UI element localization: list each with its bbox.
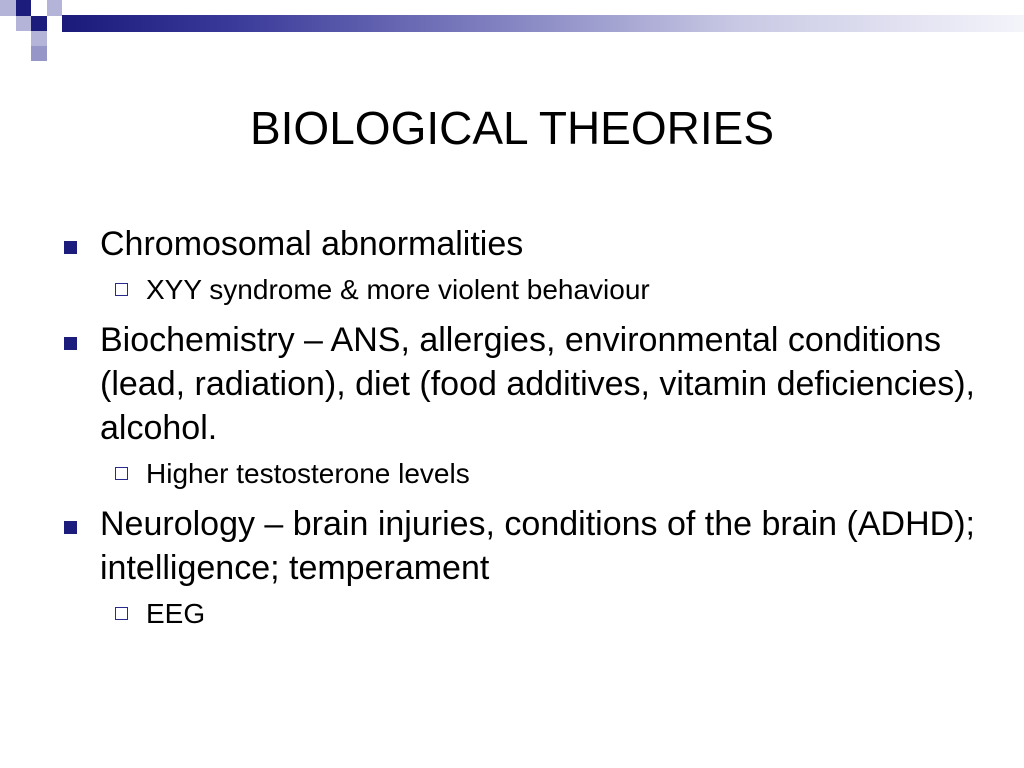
bullet-text: Chromosomal abnormalities — [100, 225, 524, 263]
hollow-square-bullet-icon — [115, 283, 128, 296]
deco-square — [31, 0, 47, 16]
deco-square — [16, 16, 31, 31]
bullet-item — [100, 222, 980, 310]
slide-title: BIOLOGICAL THEORIES — [249, 102, 775, 154]
bullet-text: Biochemistry – ANS, allergies, environmental conditions (lead, radiation), diet (food additives, vitamin deficiencies), alcohol. — [100, 321, 975, 447]
deco-square — [31, 31, 47, 46]
header-gradient-bar — [62, 15, 1024, 32]
hollow-square-bullet-icon — [115, 467, 128, 480]
deco-square — [31, 16, 47, 31]
deco-square — [31, 46, 47, 61]
sub-bullet-item — [146, 270, 980, 310]
deco-square — [0, 0, 16, 16]
sub-bullet-list — [100, 594, 980, 634]
sub-bullet-text: EEG — [146, 598, 206, 629]
bullet-list — [0, 222, 1024, 634]
bullet-text: Neurology – brain injuries, conditions of the brain (ADHD); intelligence; temperament — [100, 505, 975, 587]
sub-bullet-text: XYY syndrome & more violent behaviour — [146, 274, 650, 305]
deco-square — [47, 0, 62, 16]
checker-squares — [0, 0, 62, 62]
sub-bullet-text: Higher testosterone levels — [146, 458, 470, 489]
square-bullet-icon — [64, 337, 77, 350]
deco-square — [16, 31, 31, 46]
hollow-square-bullet-icon — [115, 607, 128, 620]
deco-square — [0, 16, 16, 31]
bullet-item — [100, 318, 980, 494]
sub-bullet-item — [146, 594, 980, 634]
sub-bullet-item — [146, 454, 980, 494]
sub-bullet-list — [100, 454, 980, 494]
square-bullet-icon — [64, 241, 77, 254]
deco-square — [0, 31, 16, 46]
bullet-item — [100, 502, 980, 634]
deco-square — [16, 0, 31, 16]
sub-bullet-list — [100, 270, 980, 310]
square-bullet-icon — [64, 521, 77, 534]
